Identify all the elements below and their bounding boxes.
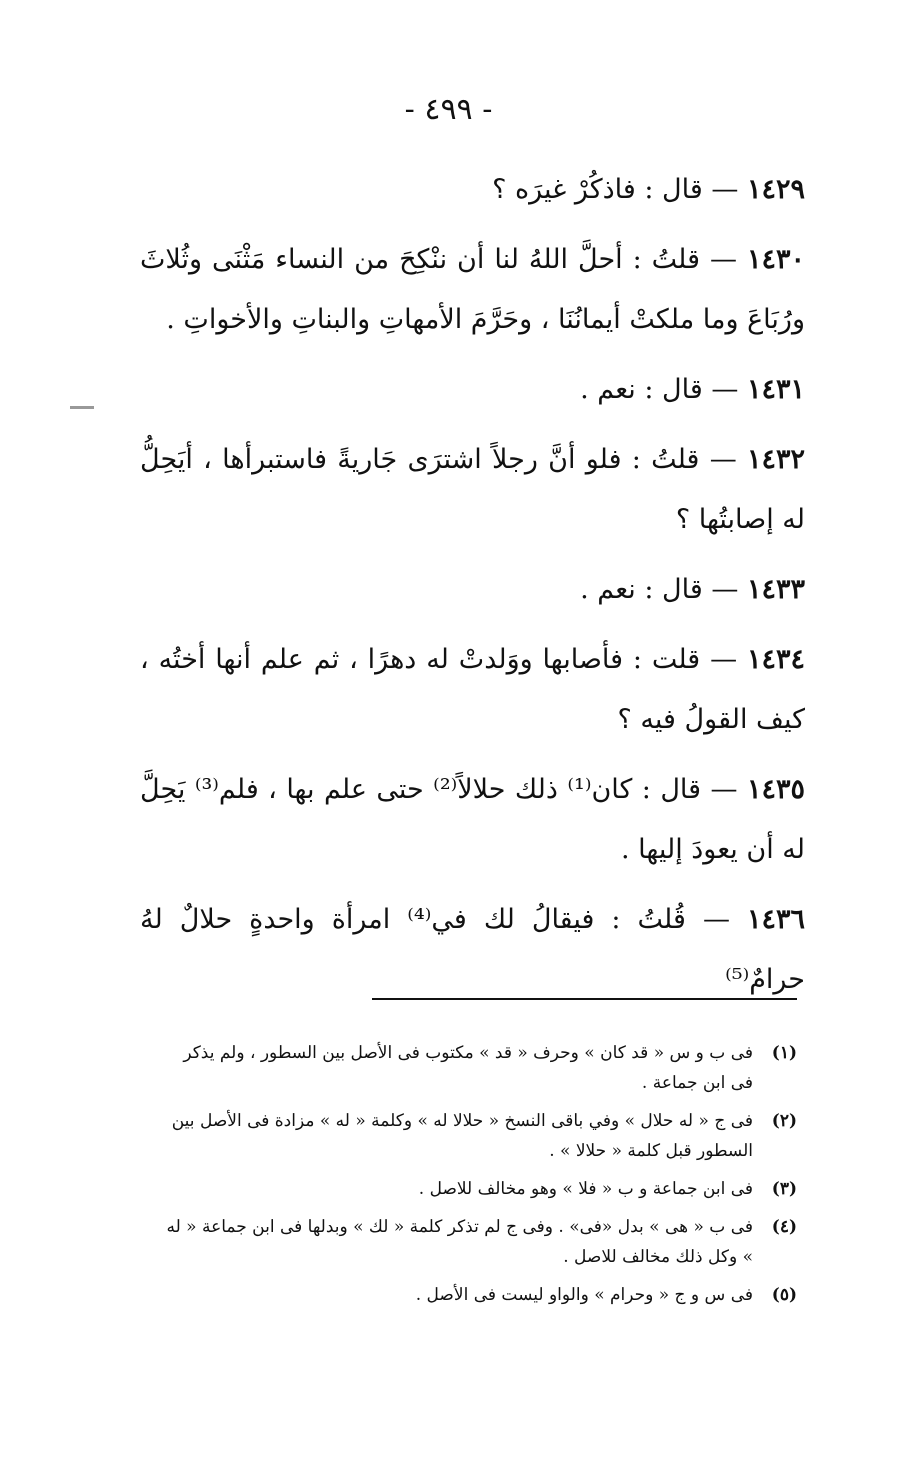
footnote-number: (١) — [771, 1043, 797, 1063]
footnote-divider — [372, 998, 797, 1000]
paragraph-number: ١٤٢٩ — [746, 174, 805, 205]
paragraph-1430 — [140, 230, 805, 350]
footnote-number: (٤) — [771, 1217, 797, 1237]
footnote-1 — [160, 1038, 797, 1098]
paragraph-1435 — [140, 760, 805, 880]
footnote-number: (٢) — [771, 1111, 797, 1131]
footnote-text: فى ابن جماعة و ب « فلا » وهو مخالف للاصل . — [418, 1179, 753, 1199]
paragraph-dash: — — [711, 174, 739, 205]
paragraph-text: قلتُ : أحلَّ اللهُ لنا أن ننْكِحَ من النساء مَثْنَى وثُلاثَ ورُبَاعَ وما ملكتْ أيمانُنَا ، وحَرَّمَ الأمهاتِ والبناتِ والأخواتِ . — [140, 244, 805, 335]
paragraph-number: ١٤٣٤ — [746, 644, 805, 675]
paragraph-1429 — [140, 160, 805, 220]
paragraph-dash: — — [710, 644, 738, 675]
paragraph-text: قال : فاذكُرْ غيرَه ؟ — [492, 174, 703, 205]
footnote-number: (٥) — [771, 1285, 797, 1305]
paragraph-1433 — [140, 560, 805, 620]
paragraph-text: قال : كان⁽¹⁾ ذلك حلالاً⁽²⁾ حتى علم بها ، فلم⁽³⁾ يَحِلَّ له أن يعودَ إليها . — [140, 774, 805, 865]
footnote-4 — [160, 1212, 797, 1272]
paragraph-text: قلتُ : فلو أنَّ رجلاً اشترَى جَاريةً فاستبرأها ، أيَحِلُّ له إصابتُها ؟ — [140, 444, 805, 535]
paragraph-text: قُلتُ : فيقالُ لك في⁽⁴⁾ امرأة واحدةٍ حلالٌ لهُ حرامٌ⁽⁵⁾ — [140, 904, 805, 995]
paragraph-1432 — [140, 430, 805, 550]
footnote-5 — [160, 1280, 797, 1310]
footnote-text: فى ب و س « قد كان » وحرف « قد » مكتوب فى الأصل بين السطور ، ولم يذكر فى ابن جماعة . — [183, 1043, 753, 1093]
footnote-text: فى ب « هى » بدل «فى» . وفى ج لم تذكر كلمة « لك » وبدلها فى ابن جماعة « له » وكل ذلك مخالف للاصل . — [166, 1217, 753, 1267]
scan-mark — [70, 406, 94, 409]
paragraph-dash: — — [710, 244, 737, 275]
paragraph-dash: — — [711, 374, 739, 405]
footnote-3 — [160, 1174, 797, 1204]
paragraph-number: ١٤٣٥ — [746, 774, 805, 805]
paragraph-1436 — [140, 890, 805, 1010]
footnote-text: فى ج « له حلال » وفي باقى النسخ « حلالا له » وكلمة « له » مزادة فى الأصل بين السطور قبل كلمة « حلالا » . — [171, 1111, 753, 1161]
paragraph-dash: — — [711, 574, 739, 605]
footnote-number: (٣) — [771, 1179, 797, 1199]
footnotes — [160, 1038, 797, 1318]
paragraph-text: قال : نعم . — [580, 374, 703, 405]
page-number: - ٤٩٩ - — [404, 92, 493, 127]
paragraph-number: ١٤٣٣ — [746, 574, 805, 605]
footnote-2 — [160, 1106, 797, 1166]
paragraph-dash: — — [702, 904, 730, 935]
paragraph-dash: — — [710, 774, 738, 805]
paragraph-number: ١٤٣١ — [746, 374, 805, 405]
paragraph-number: ١٤٣٢ — [746, 444, 805, 475]
paragraph-text: قلت : فأصابها ووَلدتْ له دهرًا ، ثم علم أنها أختُه ، كيف القولُ فيه ؟ — [140, 644, 805, 735]
paragraph-dash: — — [709, 444, 737, 475]
paragraph-number: ١٤٣٠ — [746, 244, 805, 275]
paragraph-1434 — [140, 630, 805, 750]
paragraph-text: قال : نعم . — [580, 574, 703, 605]
paragraph-number: ١٤٣٦ — [746, 904, 805, 935]
footnote-text: فى س و ج « وحرام » والواو ليست فى الأصل . — [415, 1285, 753, 1305]
paragraph-1431 — [140, 360, 805, 420]
main-text — [140, 160, 805, 1020]
